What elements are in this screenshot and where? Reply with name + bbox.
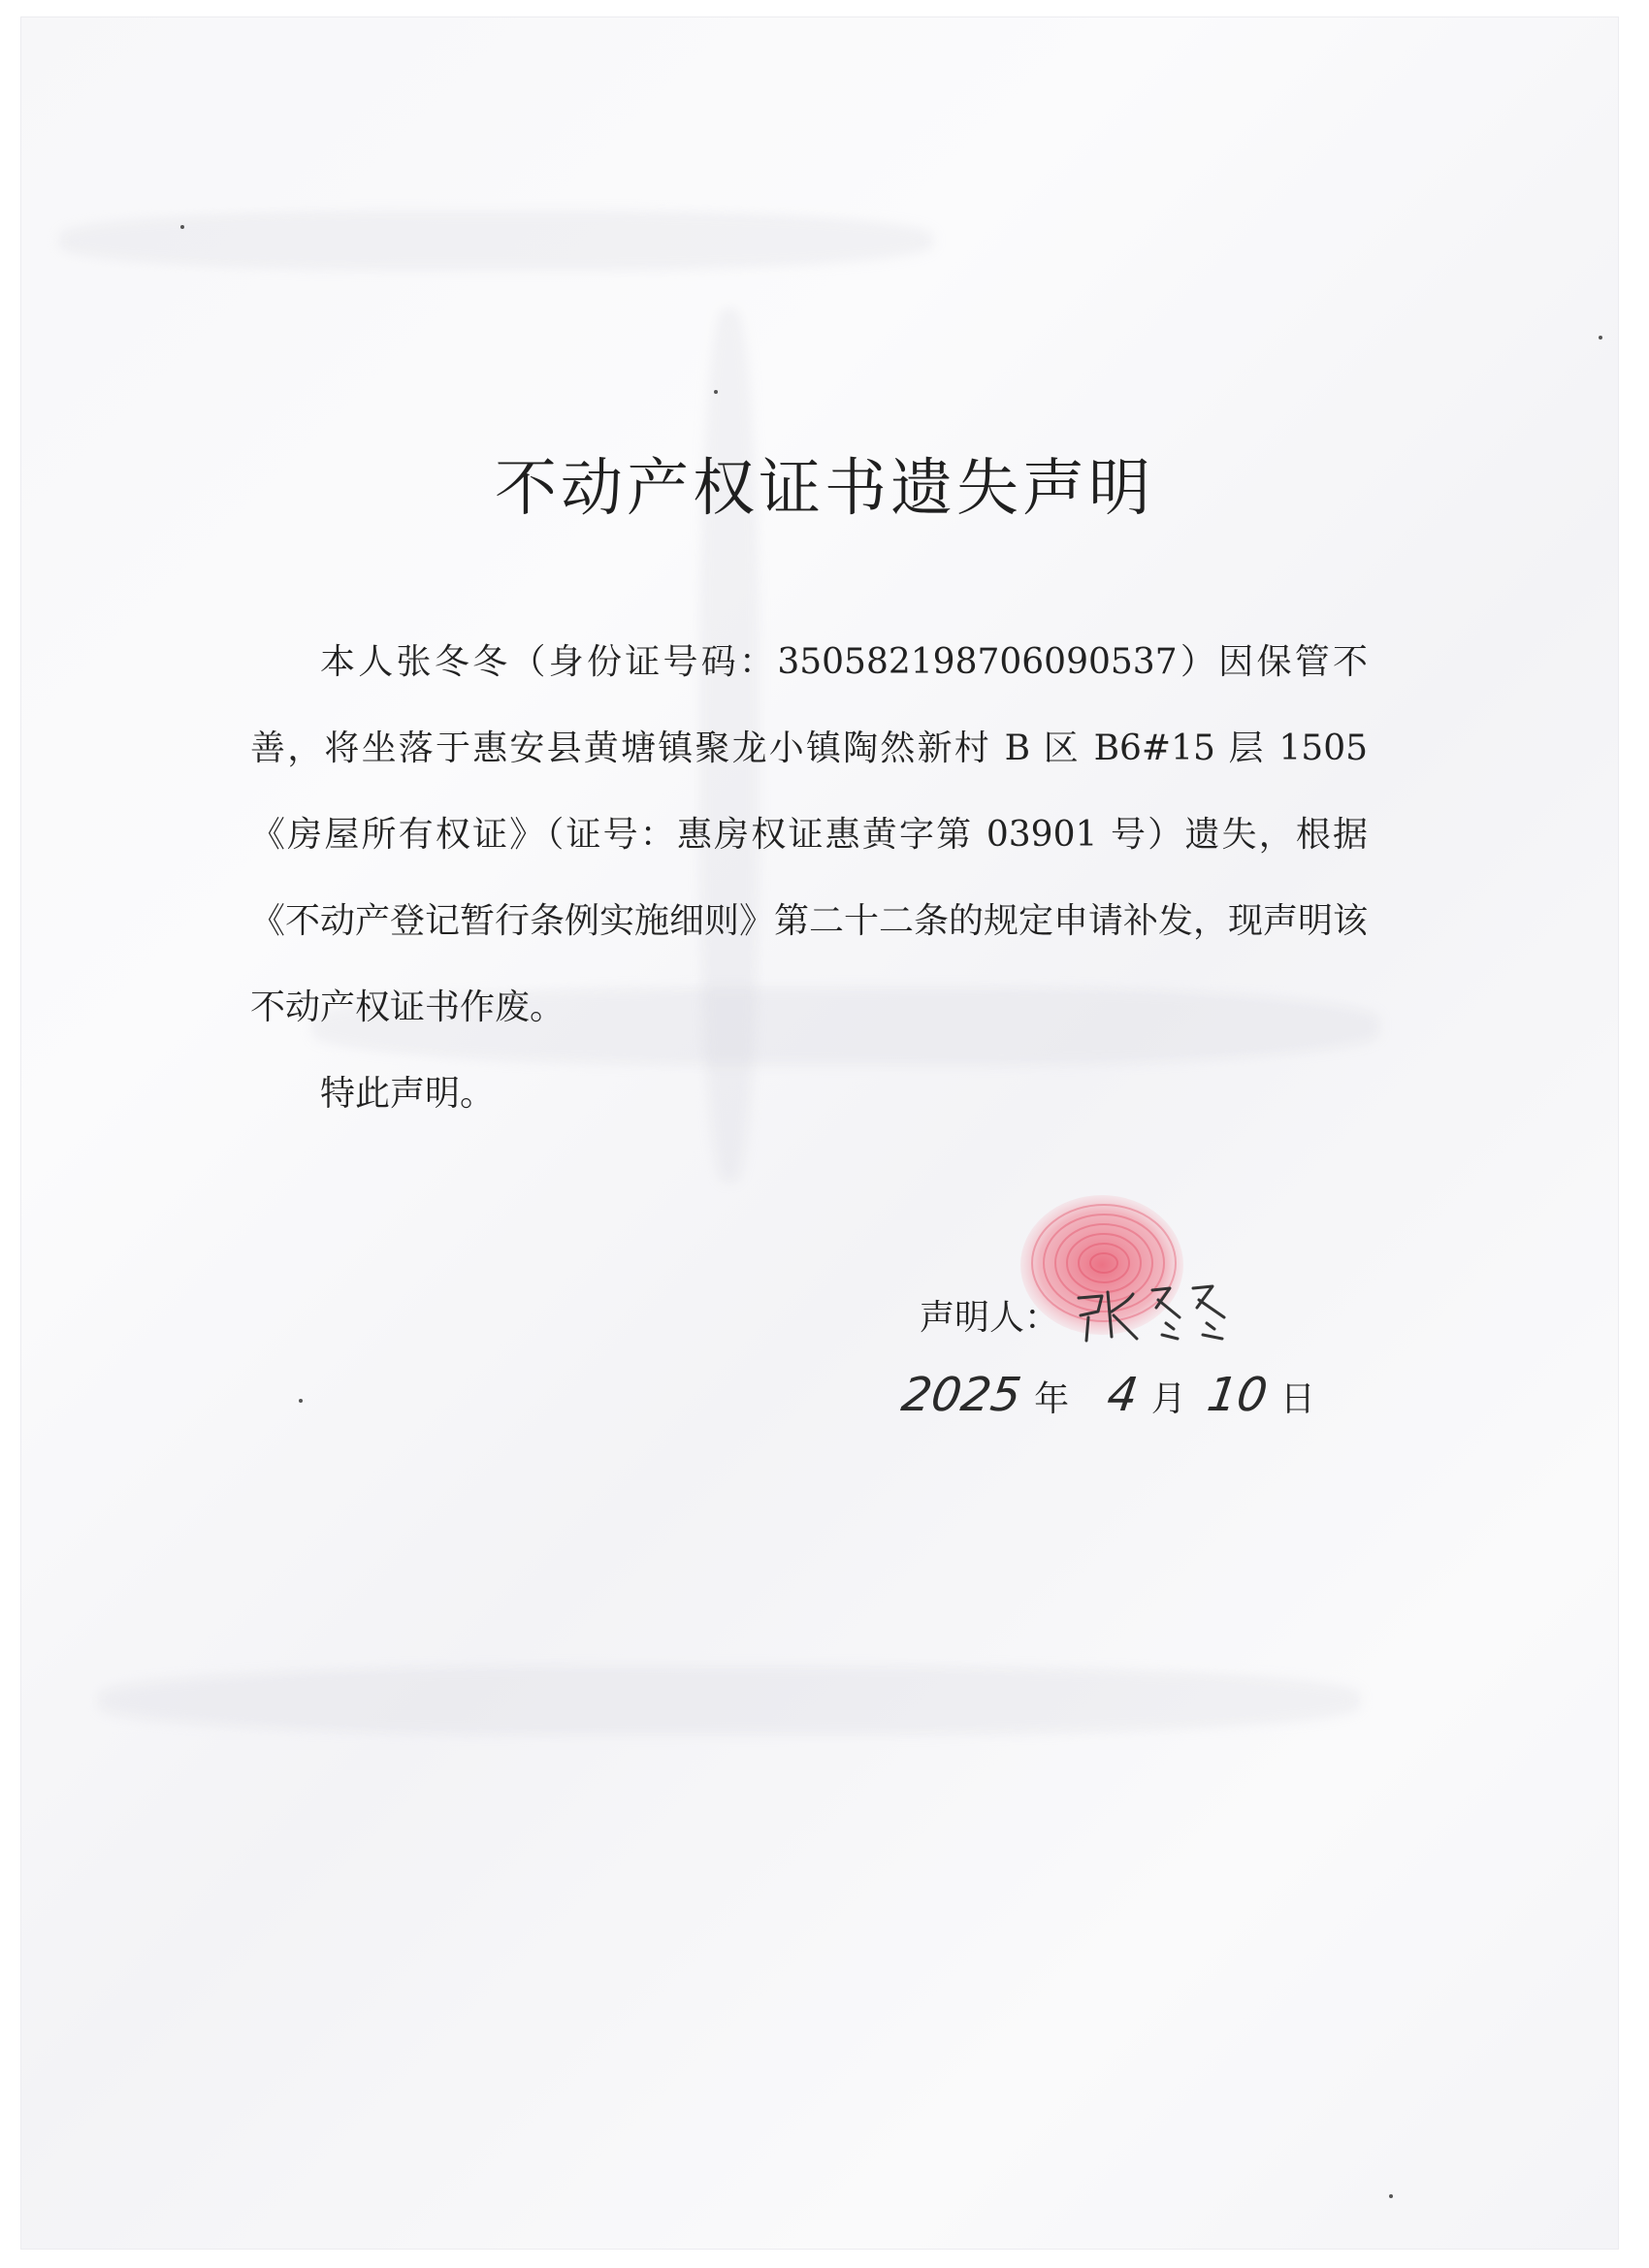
paper-crease (60, 211, 933, 270)
speck (714, 390, 718, 394)
closing-line: 特此声明。 (320, 1074, 496, 1114)
declarant-label: 声明人： (920, 1298, 1060, 1338)
speck (299, 1399, 303, 1403)
speck (1389, 2194, 1393, 2198)
date-year: 2025 (898, 1368, 1025, 1422)
statement-body (250, 619, 1368, 1137)
handwritten-signature (1073, 1279, 1238, 1348)
date-line (898, 1368, 1337, 1436)
paper-crease (99, 1667, 1360, 1734)
speck (180, 225, 184, 229)
date-year-unit: 年 (1034, 1379, 1070, 1419)
date-month-unit: 月 (1150, 1379, 1186, 1419)
statement-paragraph: 本人张冬冬（身份证号码：350582198706090537）因保管不善，将坐落于惠安县黄塘镇聚龙小镇陶然新村 B 区 B6#15 层 1505《房屋所有权证》（证号：惠房权证惠黄字第 03901 号）遗失，根据《不动产登记暂行条例实施细则》第二十二条的规定申请补发，现声明该不动产权证书作废。 (250, 642, 1369, 1027)
document-title: 不动产权证书遗失声明 (495, 453, 1154, 525)
date-day-unit: 日 (1279, 1379, 1315, 1419)
speck (1599, 336, 1602, 340)
date-day: 10 (1203, 1368, 1271, 1422)
date-month: 4 (1104, 1368, 1142, 1422)
